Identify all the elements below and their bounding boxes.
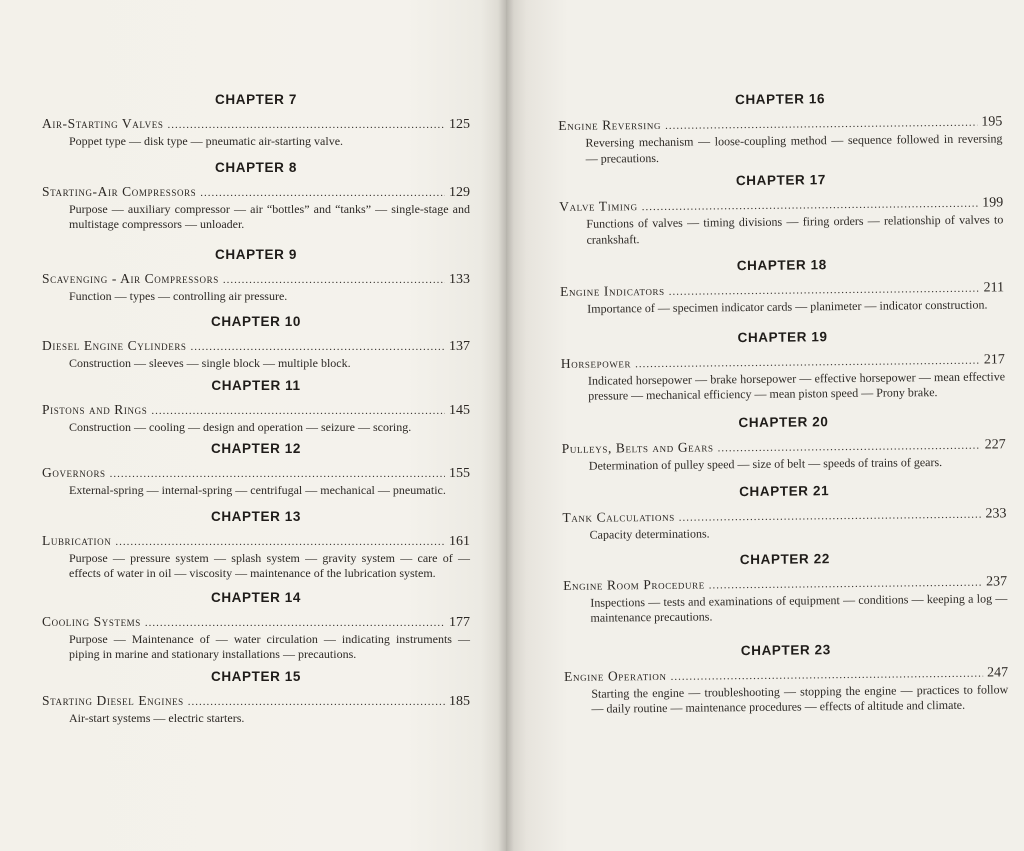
toc-section bbox=[42, 160, 470, 233]
entry-title: Tank Calculations bbox=[562, 508, 675, 525]
entry-title: Valve Timing bbox=[559, 198, 638, 214]
toc-entry[interactable] bbox=[42, 183, 470, 233]
toc-section bbox=[42, 590, 470, 663]
right-page bbox=[506, 0, 1024, 851]
toc-section bbox=[42, 247, 470, 305]
page-number: 133 bbox=[449, 271, 470, 287]
toc-section bbox=[563, 549, 1008, 627]
chapter-heading: CHAPTER 21 bbox=[739, 483, 830, 500]
chapter-heading: CHAPTER 12 bbox=[210, 441, 302, 456]
chapter-heading: CHAPTER 20 bbox=[738, 413, 829, 430]
page-number: 145 bbox=[449, 402, 470, 418]
dot-leader bbox=[191, 339, 445, 356]
dot-leader bbox=[110, 466, 445, 483]
toc-entry[interactable] bbox=[42, 401, 470, 436]
entry-title: Scavenging - Air Compressors bbox=[42, 270, 219, 286]
toc-entry-line bbox=[42, 692, 470, 711]
toc-entry[interactable] bbox=[559, 193, 1003, 248]
page-number: 195 bbox=[981, 114, 1003, 130]
page-number: 211 bbox=[983, 280, 1005, 296]
toc-entry[interactable] bbox=[564, 663, 1008, 718]
entry-title: Horsepower bbox=[560, 354, 632, 371]
chapter-heading: CHAPTER 16 bbox=[734, 91, 826, 108]
dot-leader bbox=[223, 272, 445, 289]
entry-description: Construction — sleeves — single block — multiple block. bbox=[69, 356, 351, 370]
toc-entry-line bbox=[42, 337, 470, 356]
entry-title: Cooling Systems bbox=[42, 613, 141, 629]
entry-title: Diesel Engine Cylinders bbox=[42, 338, 187, 353]
page-number: 137 bbox=[449, 339, 470, 354]
toc-entry[interactable] bbox=[558, 112, 1002, 167]
toc-entry[interactable] bbox=[563, 572, 1007, 627]
page-number: 237 bbox=[986, 573, 1008, 590]
entry-description: Reversing mechanism — loose-coupling method — sequence followed in reversing — precautions. bbox=[585, 131, 1003, 166]
toc-entry[interactable] bbox=[42, 464, 470, 499]
left-page bbox=[0, 0, 506, 851]
entry-title: Pulleys, Belts and Gears bbox=[561, 438, 714, 456]
page-number: 129 bbox=[449, 184, 470, 200]
dot-leader bbox=[188, 694, 445, 711]
chapter-heading: CHAPTER 10 bbox=[210, 314, 302, 329]
entry-title: Engine Reversing bbox=[558, 116, 662, 133]
toc-entry[interactable] bbox=[562, 435, 1006, 474]
toc-entry[interactable] bbox=[42, 270, 470, 305]
dot-leader bbox=[709, 574, 983, 594]
chapter-heading: CHAPTER 11 bbox=[211, 377, 301, 393]
toc-entry-line bbox=[42, 613, 470, 632]
toc-section bbox=[42, 92, 470, 150]
entry-description: Function — types — controlling air pressure. bbox=[69, 288, 288, 303]
entry-description: External-spring — internal-spring — centrifugal — mechanical — pneumatic. bbox=[69, 483, 446, 497]
entry-description: Determination of pulley speed — size of belt — speeds of trains of gears. bbox=[588, 454, 943, 473]
toc-entry[interactable] bbox=[562, 504, 1006, 543]
chapter-heading: CHAPTER 19 bbox=[737, 328, 828, 345]
chapter-heading: CHAPTER 18 bbox=[736, 257, 827, 274]
toc-section bbox=[560, 255, 1005, 317]
toc-left bbox=[42, 92, 470, 726]
chapter-heading: CHAPTER 13 bbox=[210, 508, 302, 524]
toc-entry[interactable] bbox=[42, 115, 470, 150]
chapter-heading: CHAPTER 22 bbox=[739, 550, 830, 567]
toc-section bbox=[42, 669, 470, 727]
entry-description: Importance of — specimen indicator cards — planimeter — indicator construction. bbox=[587, 297, 988, 316]
chapter-heading: CHAPTER 7 bbox=[215, 92, 297, 107]
toc-entry-line bbox=[42, 532, 470, 551]
chapter-heading: CHAPTER 14 bbox=[210, 589, 302, 605]
dot-leader bbox=[200, 185, 445, 202]
toc-entry-line bbox=[42, 464, 470, 483]
entry-description: Purpose — pressure system — splash system — gravity system — care of — effects of water in oil — viscosity — maintenance of the lubrication system. bbox=[69, 550, 470, 580]
page-number: 177 bbox=[449, 614, 470, 630]
page-number: 199 bbox=[982, 195, 1004, 211]
toc-section bbox=[564, 640, 1009, 718]
page-number: 217 bbox=[983, 351, 1005, 368]
chapter-heading: CHAPTER 17 bbox=[735, 172, 827, 189]
entry-description: Purpose — auxiliary compressor — air “bottles” and “tanks” — single-stage and multistage compressors — unloader. bbox=[69, 201, 470, 231]
toc-entry-line bbox=[42, 401, 470, 420]
dot-leader bbox=[115, 534, 445, 551]
dot-leader bbox=[679, 507, 982, 527]
toc-section bbox=[561, 412, 1006, 474]
chapter-heading: CHAPTER 15 bbox=[210, 668, 302, 684]
entry-title: Starting Diesel Engines bbox=[42, 692, 184, 708]
toc-entry-line bbox=[42, 270, 470, 289]
toc-entry[interactable] bbox=[42, 692, 470, 727]
toc-section bbox=[562, 481, 1007, 543]
toc-section bbox=[42, 378, 470, 436]
entry-description: Functions of valves — timing divisions — firing orders — relationship of valves to crankshaft. bbox=[586, 212, 1004, 247]
toc-section bbox=[42, 314, 470, 372]
toc-entry-line bbox=[42, 115, 470, 134]
entry-description: Purpose — Maintenance of — water circulation — indicating instruments — piping in marine and stationary installations — precautions. bbox=[69, 631, 470, 661]
entry-title: Pistons and Rings bbox=[42, 401, 148, 417]
toc-entry[interactable] bbox=[42, 532, 470, 582]
entry-title: Engine Operation bbox=[564, 667, 667, 684]
toc-section bbox=[42, 441, 470, 499]
entry-title: Lubrication bbox=[42, 532, 112, 548]
toc-entry[interactable] bbox=[561, 350, 1005, 405]
page-number: 155 bbox=[449, 466, 470, 481]
chapter-heading: CHAPTER 8 bbox=[215, 159, 297, 175]
toc-section bbox=[558, 89, 1003, 167]
entry-title: Engine Indicators bbox=[559, 282, 665, 299]
toc-section bbox=[560, 327, 1005, 405]
toc-section bbox=[559, 170, 1004, 248]
toc-section bbox=[42, 509, 470, 582]
toc-entry[interactable] bbox=[42, 613, 470, 663]
page-number: 125 bbox=[449, 117, 470, 132]
dot-leader bbox=[145, 615, 445, 632]
chapter-heading: CHAPTER 9 bbox=[215, 246, 297, 262]
toc-right bbox=[558, 89, 1009, 717]
dot-leader bbox=[167, 117, 445, 134]
chapter-heading: CHAPTER 23 bbox=[740, 641, 831, 658]
page-number: 247 bbox=[987, 664, 1009, 681]
dot-leader bbox=[717, 437, 980, 457]
entry-description: Inspections — tests and examinations of equipment — conditions — keeping a log — maintenance precautions. bbox=[590, 590, 1008, 625]
entry-title: Air-Starting Valves bbox=[42, 116, 164, 131]
entry-description: Air-start systems — electric starters. bbox=[69, 710, 245, 725]
page-number: 185 bbox=[449, 693, 470, 709]
entry-description: Indicated horsepower — brake horsepower — effective horsepower — mean effective pressure — mechanical efficiency — mean piston speed — Prony brake. bbox=[587, 368, 1006, 403]
toc-entry[interactable] bbox=[42, 337, 470, 372]
entry-title: Starting-Air Compressors bbox=[42, 183, 197, 199]
page-number: 227 bbox=[984, 436, 1006, 453]
book-gutter bbox=[498, 0, 514, 851]
toc-entry-line bbox=[42, 183, 470, 202]
entry-description: Capacity determinations. bbox=[589, 526, 710, 542]
entry-title: Engine Room Procedure bbox=[563, 575, 705, 593]
entry-title: Governors bbox=[42, 465, 106, 480]
entry-description: Poppet type — disk type — pneumatic air-starting valve. bbox=[69, 134, 344, 148]
dot-leader bbox=[151, 403, 445, 420]
entry-description: Starting the engine — troubleshooting — stopping the engine — practices to follow — daily routine — maintenance procedures — effects of altitude and climate. bbox=[591, 681, 1009, 716]
toc-entry[interactable] bbox=[560, 278, 1004, 317]
page-number: 161 bbox=[449, 533, 470, 549]
entry-description: Construction — cooling — design and operation — seizure — scoring. bbox=[69, 419, 412, 434]
page-number: 233 bbox=[985, 506, 1007, 522]
